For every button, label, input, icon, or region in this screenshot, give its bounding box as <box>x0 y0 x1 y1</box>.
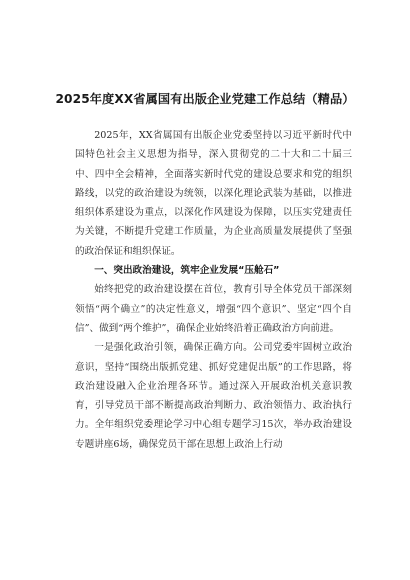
intro-paragraph: 2025年，XX省属国有出版企业党委坚持以习近平新时代中国特色社会主义思想为指导，深入贯彻党的二十大和二十届三中、四中全会精神，全面落实新时代党的建设总要求和党的组织路线，以党的政治建设为统领，以深化理论武装为基础，以推进组织体系建设为重点，以深化作风建设为保障，以压实党建责任为关键，不断提升党建工作质量，为企业高质量发展提供了坚强的政治保证和组织保证。 <box>75 130 352 257</box>
body-paragraph: 一是强化政治引领，确保正确方向。公司党委牢固树立政治意识，坚持“围绕出版抓党建、抓好党建促出版”的工作思路，将政治建设融入企业治理各环节。通过深入开展政治机关意识教育，引导党员干部不断提高政治判断力、政治领悟力、政治执行力。全年组织党委理论学习中心组专题学习15次，举办政治建设专题讲座6场，确保党员干部在思想上政治上行动 <box>75 342 352 450</box>
document-title: 2025年度XX省属国有出版企业党建工作总结（精品） <box>55 92 355 106</box>
document-body <box>75 126 352 454</box>
section-heading: 一、突出政治建设，筑牢企业发展“压舱石” <box>94 265 280 277</box>
body-paragraph: 始终把党的政治建设摆在首位，教育引导全体党员干部深刻领悟“两个确立”的决定性意义，增强“四个意识”、坚定“四个自信”、做到“两个维护”，确保企业始终沿着正确政治方向前进。 <box>75 284 352 334</box>
